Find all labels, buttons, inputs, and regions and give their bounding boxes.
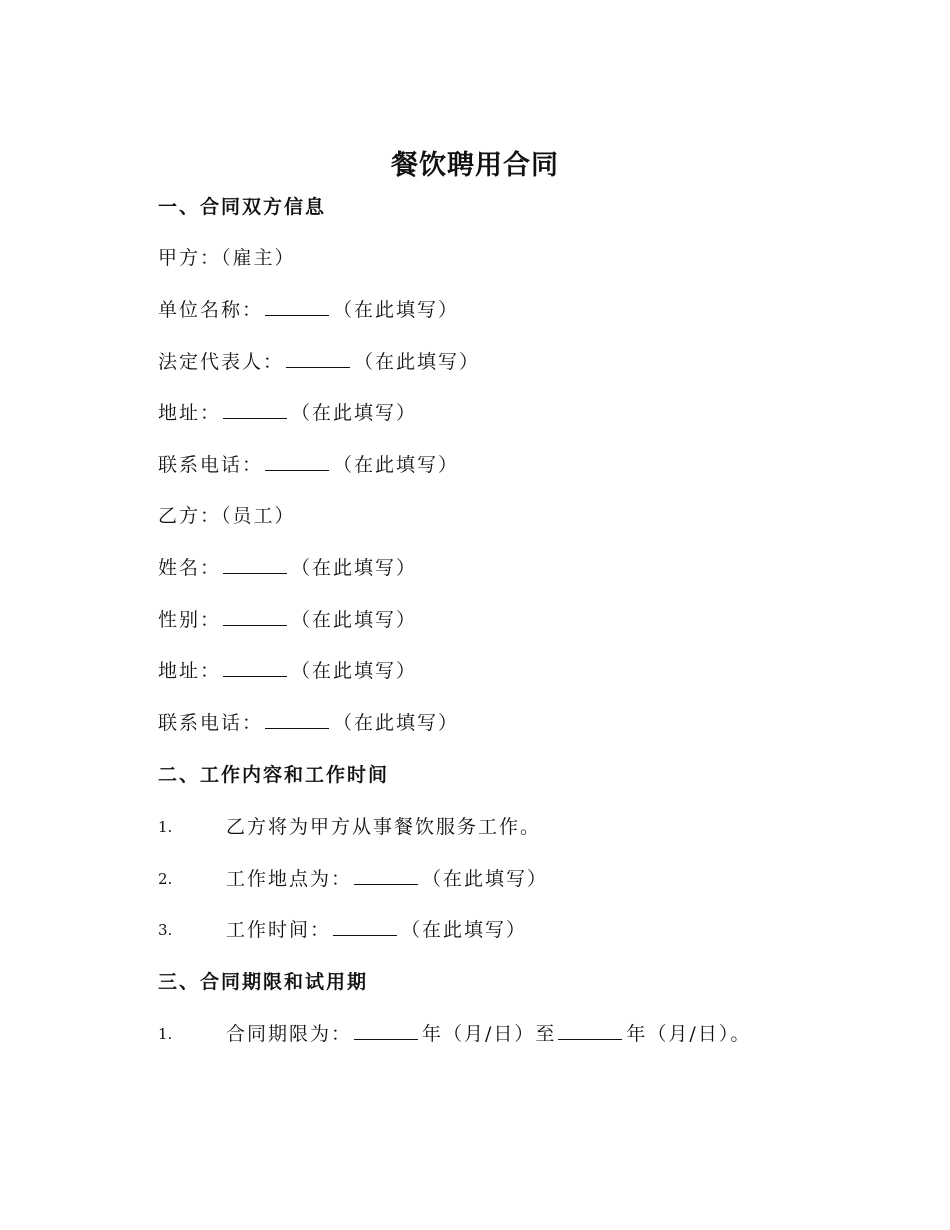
field-party-a-phone <box>158 451 459 479</box>
list-number: 2. <box>158 870 173 888</box>
list-item-duty: 乙方将为甲方从事餐饮服务工作。 <box>226 816 542 838</box>
field-party-b-address <box>158 657 417 685</box>
field-hint: （在此填写） <box>291 402 418 424</box>
section-heading-parties: 一、合同双方信息 <box>158 196 327 218</box>
date-text: 年（月/日）至 <box>422 1023 557 1045</box>
field-label: 合同期限为： <box>226 1023 353 1045</box>
field-label: 姓名： <box>158 557 222 579</box>
field-label: 联系电话： <box>158 454 264 476</box>
blank-line[interactable] <box>265 297 329 316</box>
field-company-name <box>158 296 459 324</box>
field-label: 工作地点为： <box>226 868 353 890</box>
field-label: 单位名称： <box>158 299 264 321</box>
blank-line[interactable] <box>223 400 287 419</box>
section-heading-work: 二、工作内容和工作时间 <box>158 764 390 786</box>
field-label: 联系电话： <box>158 712 264 734</box>
blank-line[interactable] <box>333 917 397 936</box>
field-legal-representative <box>158 348 480 376</box>
list-item-work-location <box>226 865 548 893</box>
list-number: 1. <box>158 1025 173 1043</box>
blank-line[interactable] <box>223 555 287 574</box>
blank-line[interactable] <box>354 866 418 885</box>
field-hint: （在此填写） <box>333 454 460 476</box>
field-hint: （在此填写） <box>333 299 460 321</box>
blank-line[interactable] <box>286 349 350 368</box>
field-label: 性别： <box>158 609 222 631</box>
field-label: 工作时间： <box>226 919 332 941</box>
field-party-a-address <box>158 399 417 427</box>
field-employee-name <box>158 554 417 582</box>
field-hint: （在此填写） <box>291 609 418 631</box>
party-a-label: 甲方：（雇主） <box>158 247 296 269</box>
list-item-work-time <box>226 916 527 944</box>
party-b-label: 乙方：（员工） <box>158 505 296 527</box>
document-title: 餐饮聘用合同 <box>391 150 559 181</box>
blank-line[interactable] <box>223 658 287 677</box>
date-text-end: 年（月/日）。 <box>626 1023 752 1045</box>
list-number: 3. <box>158 921 173 939</box>
blank-line[interactable] <box>223 607 287 626</box>
field-hint: （在此填写） <box>401 919 528 941</box>
field-hint: （在此填写） <box>354 351 481 373</box>
list-number: 1. <box>158 818 173 836</box>
field-label: 地址： <box>158 402 222 424</box>
blank-line[interactable] <box>265 710 329 729</box>
field-employee-gender <box>158 606 417 634</box>
field-hint: （在此填写） <box>291 557 418 579</box>
field-hint: （在此填写） <box>422 868 549 890</box>
list-item-contract-term <box>226 1020 751 1048</box>
field-label: 法定代表人： <box>158 351 285 373</box>
field-hint: （在此填写） <box>333 712 460 734</box>
blank-line-end[interactable] <box>558 1021 622 1040</box>
field-label: 地址： <box>158 660 222 682</box>
field-hint: （在此填写） <box>291 660 418 682</box>
field-party-b-phone <box>158 709 459 737</box>
blank-line-start[interactable] <box>354 1021 418 1040</box>
blank-line[interactable] <box>265 452 329 471</box>
section-heading-term: 三、合同期限和试用期 <box>158 971 369 993</box>
